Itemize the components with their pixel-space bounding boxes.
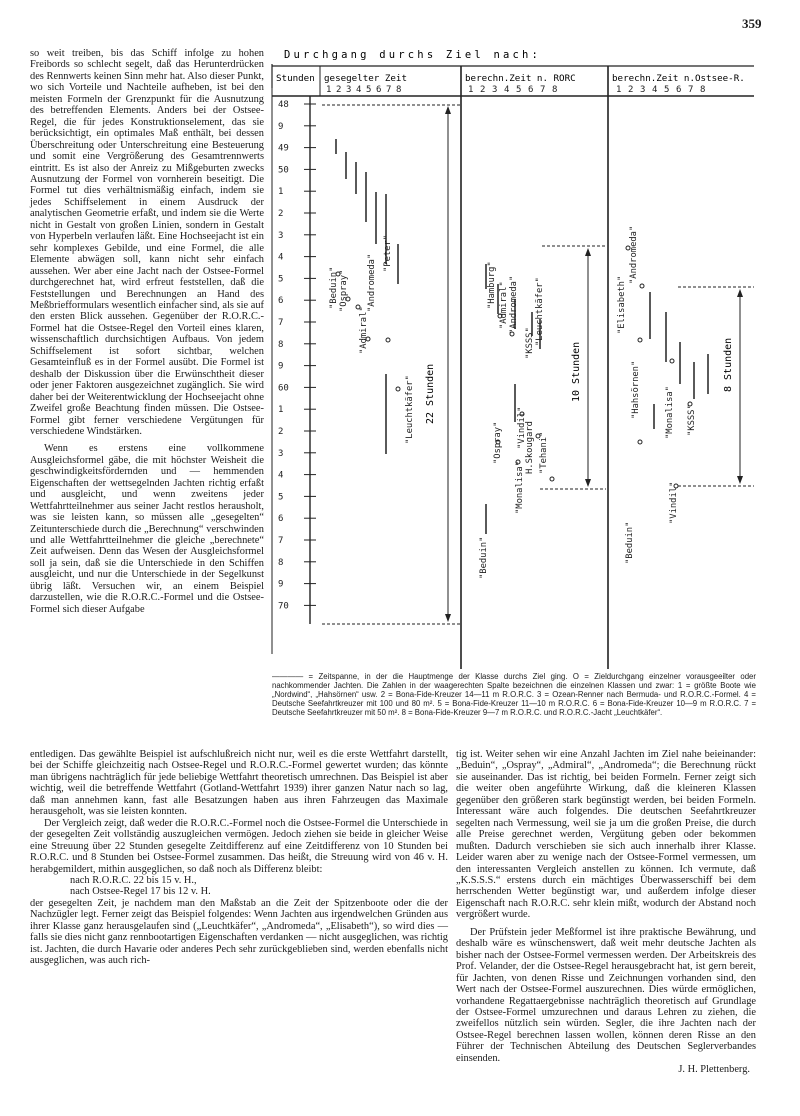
class-number: 3 [346,85,352,95]
class-number: 2 [480,85,486,95]
y-tick-label: 8 [278,339,284,350]
boat-label: "Hahsörnen" [631,360,641,419]
paragraph: Wenn es erstens eine vollkommene Ausgleichsformel gäbe, die mit höchster Weisheit die geschwindigkeitsfördernden und — hemmenden Eigenschaften der wettsegelnden Jachten richtig erfaßt und ausgleicht, und wenn zweitens jeder Wettfahrtteilnehmer aus seiner Jacht restlos herausholt, was sie leisten kann, so müssen alle „gesegelten“ Zeitunterschiede durch die „Berechnung“ verschwinden und alle Wettfahrtteilnehmer die gleiche „berechnete“ Zeit aufweisen. Denn das Wesen der Ausgleichsformel soll ja sein, daß sie die Unterschiede in den Schiffen ausgleicht, und nur die Unterschiede in der Segelkunst übrig läßt. Versuchen wir, an einem Beispiel darzustellen, wie die R.O.R.C.-Formel und die Ostsee-Formel sich dieser Aufgabe [30,443,264,615]
class-numbers [326,85,705,95]
span-ostsee: 8 Stunden [723,337,734,392]
class-number: 6 [376,85,382,95]
boat-label: "Monalisa" [665,386,675,439]
paragraph: Der Prüfstein jeder Meßformel ist ihre praktische Bewährung, und deshalb wäre es wünschenswert, daß weit mehr deutsche Jachten als bisher nach der Ostsee-Formel vermessen werden. Der Arbeitskreis des Prof. Velander, der die Ostsee-Regel herausgebracht hat, ist gern bereit, für Jachten, von denen Risse und Zeichnungen vorhanden sind, den Wert nach der Ostsee-Formel auszurechnen. Dies würde ermöglichen, vorhandene Regattaergebnisse nachträglich theoretisch auf Grundlage der Ostsee-Formel umzurechnen und daraus Lehren zu ziehen, die zweifellos nützlich sein würden. Segler, die ihre Jachten nach der Ostsee-Regel berechnen lassen wollen, können deren Risse an den Führer der Technischen Abteilung des Deutschen Seglerverbandes einsenden. [456,926,756,1064]
class-number: 7 [386,85,392,95]
header-hours: Stunden [276,73,315,84]
y-tick-label: 9 [278,121,284,132]
class-number: 8 [396,85,402,95]
class-number: 5 [366,85,372,95]
formula-line: nach R.O.R.C. 22 bis 15 v. H., [70,874,197,886]
class-number: 6 [528,85,534,95]
y-tick-label: 4 [278,252,284,263]
y-tick-label: 60 [278,383,289,394]
y-tick-label: 1 [278,187,284,198]
class-number: 1 [616,85,622,95]
class-number: 8 [552,85,558,95]
class-number: 8 [700,85,706,95]
y-tick-label: 4 [278,470,284,481]
boat-label: "Peter" [383,234,393,272]
boat-label: "Beduin" [625,521,635,564]
formula-line: nach Ostsee-Regel 17 bis 12 v. H. [70,886,211,898]
boat-label: "Beduin" [479,536,489,579]
header-sailed: gesegelter Zeit [324,73,407,84]
class-number: 7 [688,85,694,95]
class-number: 4 [504,85,510,95]
boat-label: "Elisabeth" [617,275,627,334]
right-column [456,749,756,1076]
paragraph: Der Vergleich zeigt, daß weder die R.O.R.C.-Formel noch die Ostsee-Formel die Unterschiede in der gesegelten Zeit vollständig auszugleichen vermögen. Jedoch ziehen sie beide in gleicher Weise eine Streuung über 22 Stunden gesegelte Zeitdifferenz auf eine Zeitdifferenz von 10 Stunden bei R.O.R.C. und 8 Stunden bei Ostsee-Formel zusammen. Das heißt, die Streuung wird von 46 v. H. herabgemildert, mithin ausgeglichen, so daß noch als Differenz bleibt: [30,817,448,875]
paragraph: so weit treiben, bis das Schiff infolge zu hohen Freibords so schlecht segelt, daß das Herunterdrücken des Rennwerts keinen Sinn mehr hat. Also dieser Punkt, wo sich Vorteile und Nachteile aufheben, ist bei den meisten Formeln der Grenzpunkt für die Ausnutzung des betreffenden Elements. Anders bei der Ostsee-Regel, die für jedes Konstruktionselement, das sie berücksichtigt, ein optimales Maß enthält, bei dessen Überschreitung oder Unterschreitung eine Besteuerung und somit eine Vergrößerung des Gesamtrennwerts eintritt. Es ist also der Anreiz zu Mißgeburten zwecks Ausnutzung der Formel von vornherein beseitigt. Die Formel tut dies verhältnismäßig einfach, indem sie jedes Schiffselement in einem Ausdruck der analytischen Geometrie erfaßt, und indem sie die Werte nicht in Gestalt von großen Linien, sondern in Gestalt von Hyperbeln verlaufen läßt. Eine Hochseejacht ist ein sehr komplexes Gebilde, und eine Formel, die alle Elemente abwägen soll, kann nicht sehr einfach aussehen. Wer aber eine Jacht nach der Ostsee-Formel durchgerechnet hat, wird erfreut feststellen, daß die Feststellungen und Berechnungen an Hand des Meßbriefformulars wesentlich einfacher sind, als sie auf den ersten Blick aussehen. Gegenüber der R.O.R.C.-Formel hat die Ostsee-Regel den Vorteil eines klaren, wissenschaftlich durchsichtigen Aufbaus. Von jedem Schiffselement ist sofort sichtbar, welchen Gesamteinfluß es in der Formel ausübt. Die Formel ist deshalb der Diskussion über die Erwünschtheit dieser oder jener Faktoren ausgezeichnet zugänglich. Sie wird daher bei der Weiterentwicklung der Hochseejacht ohne Zweifel große Beachtung finden müssen. Die Ostsee-Formel gibt ferner verschiedene Vergütungen für verschiedene Windstärken. [30,48,264,437]
class-number: 1 [326,85,332,95]
paragraph: der gesegelten Zeit, je nachdem man den Maßstab an die Zeit der Spitzenboote oder die der Nachzügler legt. Ferner zeigt das Beispiel folgendes: Wenn Jachten aus irgendwelchen Gründen aus ihrer Klasse ganz herausgelaufen sind („Leuchtkäfer“, „Andromeda“, „Elisabeth“), so wird dies — falls sie dies nicht ganz rennbootartigen Eigenschaften verdanken — nicht ausgeglichen, was richtig ist. Jachten, die durch Havarie oder anderes Pech sehr zurückgeblieben sind, werden ebenfalls nicht ausgeglichen, was auch rich- [30,897,448,967]
y-tick-label: 6 [278,514,284,525]
y-tick-label: 2 [278,427,284,437]
y-tick-label: 7 [278,536,284,546]
boat-label: "Ospray" [493,421,503,464]
boat-label: "Andromeda" [367,253,377,312]
boat-label: "Hamburg" [487,261,497,309]
class-number: 4 [356,85,362,95]
y-tick-label: 1 [278,405,284,416]
span-sailed: 22 Stunden [425,363,436,424]
y-tick-label: 2 [278,209,284,219]
boat-label: "Ospray" [339,269,349,312]
y-tick-label: 9 [278,579,284,590]
y-tick-label: 9 [278,361,284,372]
boat-label: "Vindil" [517,406,527,449]
boat-label: "Admiral" [499,281,509,329]
boat-label: "KSSS" [687,404,697,436]
y-tick-label: 8 [278,557,284,568]
paragraph: tig ist. Weiter sehen wir eine Anzahl Jachten im Ziel nahe beieinander: „Beduin“, „Ospray“, „Admiral“, „Andromeda“; die Berechnung rückt sie auseinander. Das ist richtig, bei beiden Formeln. Ferner zeigt sich die weiter oben angeführte Wirkung, daß die kleineren Klassen gegenüber den größeren stark begünstigt werden, bei beiden Formeln. Interessant wäre auch folgendes. Die deutschen Seefahrtkreuzer segelten nach Vermessung, weil sie ja um die großen Preise, die durch alle Preise gerechnet werden, Vergütung geben oder bekommen mußten. Dadurch verschieben sie sich auch innerhalb ihrer Klasse. Leider waren aber zu wenige nach der Ostsee-Formel vermessen, um den interessanten Vergleich anstellen zu können. Ich vermute, daß „K.S.S.S.“ erstens durch ein mächtiges Überwasserschiff bei dem herrschenden Wetter begünstigt war, und außerdem infolge dieser Eigenschaft nach R.O.R.C. sehr klein mißt, wodurch der Abstand noch vergrößert wurde. [456,749,756,921]
boat-label: "Tehani" [539,431,549,474]
sailed-boat-labels [329,235,415,444]
boat-label: "Admiral" [359,306,369,354]
class-number: 4 [652,85,658,95]
boat-label: "KSSS" [525,327,535,359]
y-tick-label: 49 [278,143,289,154]
y-tick-label: 6 [278,296,284,307]
finish-time-chart [270,44,760,669]
class-number: 7 [540,85,546,95]
author-signature: J. H. Plettenberg. [678,1064,750,1076]
boat-label: "Vindil" [669,481,679,524]
class-number: 3 [492,85,498,95]
y-tick-label: 5 [278,492,284,503]
class-number: 3 [640,85,646,95]
header-ostsee: berechn.Zeit n.Ostsee-R. [612,73,745,84]
y-tick-label: 70 [278,601,289,612]
figure-caption: ———— = Zeitspanne, in der die Hauptmenge der Klasse durchs Ziel ging. O = Zieldurchgang einzelner vorausgeeilter oder nachkommender Jachten. Die Zahlen in der waagerechten Spalte bezeichnen die einzelnen Klassen und zwar: 1 = größte Boote wie „Nordwind“, „Hahsörnen“ usw. 2 = Bona-Fide-Kreuzer 14—11 m R.O.R.C. 3 = Ozean-Renner nach Bermuda- und R.O.R.C.-Formel. 4 = Deutsche Seefahrtkreuzer mit 100 und 80 m². 5 = Bona-Fide-Kreuzer 11—10 m R.O.R.C. 6 = Bona-Fide-Kreuzer 10—9 m R.O.R.C. 7 = Deutsche Seefahrtkreuzer mit 50 m². 8 = Bona-Fide-Kreuzer 9—7 m R.O.R.C. und R.O.R.C.-Jacht „Leuchtkäfer“. [272,672,756,718]
boat-label: "Leuchtkäfer" [405,375,415,444]
class-number: 2 [336,85,342,95]
header-rorc: berechn.Zeit n. RORC [465,73,576,84]
boat-label: "Beduin" [329,266,339,309]
span-rorc: 10 Stunden [571,341,582,402]
left-column [30,48,264,615]
class-number: 5 [664,85,670,95]
y-tick-label: 5 [278,274,284,285]
boat-label: H.Skougard [525,421,535,474]
boat-label: "Monalisa" [515,461,525,514]
boat-label: "Andromeda" [509,275,519,334]
page-number: 359 [742,16,762,31]
chart-title: Durchgang durchs Ziel nach: [284,49,542,61]
y-tick-label: 50 [278,165,289,176]
y-tick-label: 3 [278,448,284,459]
paragraph: entledigen. Das gewählte Beispiel ist aufschlußreich nicht nur, weil es die erste Wettfahrt darstellt, bei der Schiffe gleichzeitig nach Ostsee-Regel und R.O.R.C.-Formel gewertet wurden; das könnte man übrigens nachträglich für jede beliebige Wettfahrt theoretisch umrechnen. Das Beispiel ist aber wichtig, weil die betreffende Wettfahrt (Gotland-Wettfahrt 1939) ihrer ganzen Natur nach so lag, daß man annehmen kann, fast alle Besatzungen haben aus ihren Fahrzeugen das Maximale herausgeholt, was sie leisten konnten. [30,749,448,818]
y-tick-label: 7 [278,318,284,328]
y-tick-label: 48 [278,100,289,110]
class-number: 6 [676,85,682,95]
boat-label: "Leuchtkäfer" [535,277,545,346]
boat-label: "Andromeda" [629,225,639,284]
wide-column [30,749,448,967]
y-tick-label: 3 [278,230,284,241]
class-number: 2 [628,85,634,95]
class-number: 5 [516,85,522,95]
class-number: 1 [468,85,474,95]
rorc-boat-labels [479,261,549,579]
ostsee-boat-labels [617,226,697,564]
